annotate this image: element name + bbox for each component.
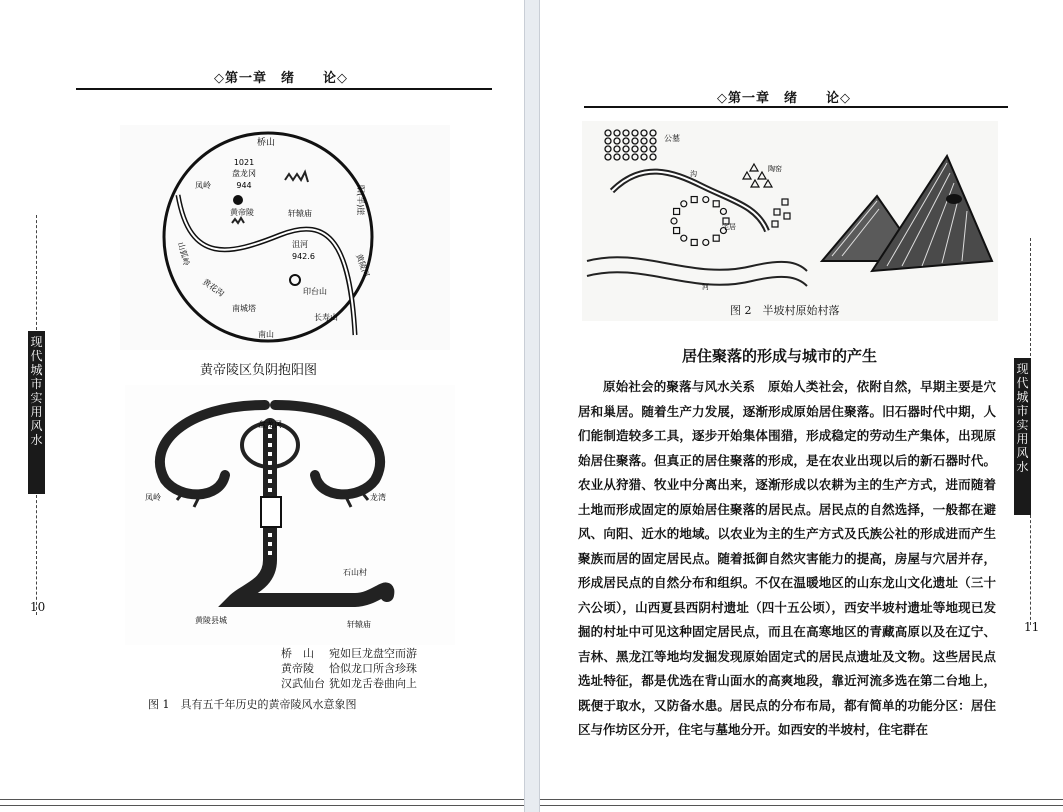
label-nanchengta: 南城塔 xyxy=(232,304,256,313)
side-tab-char: 城 xyxy=(30,363,43,377)
side-tab-char: 风 xyxy=(30,419,43,433)
label-huanghuagou: 黄花沟 xyxy=(200,277,226,299)
poem-line xyxy=(281,661,417,676)
body-paragraph: 原始社会的聚落与风水关系 原始人类社会，依附自然，早期主要是穴居和巢居。随着生产力发展，逐渐形成原始居住聚落。旧石器时代中期，人们能制造较多工具，逐步开始集体围猎，形成稳定的劳动生产集体，出现原始居住聚落。但真正的居住聚落的形成，是在农业出现以后的新石器时代。农业从狩猎、牧业中分离出来，逐渐形成以农耕为主的生产方式，进而随着土地而形成固定的原始居住聚落的居民点。居民点的自然选择，一般都在避风、向阳、近水的地域。以农业为主的生产方式及氏族公社的形成进而产生聚族而居的固定居民点。随着抵御自然灾害能力的提高，房屋与穴居并存，形成居民点的自然分布和组织。不仅在温暖地区的山东龙山文化遗址（三十六公顷），山西夏县西阴村遗址（四十五公顷），西安半坡村遗址等地现已发掘的村址中可见这种固定居民点，而且在高寒地区的青藏高原以及在辽宁、吉林、黑龙江等地均发掘发现原始固定式的居民点遗址及文物。这些居民点选址特征，都是优选在背山面水的高爽地段，靠近河流多选在第二台地上，既便于取水，又防备水患。居民点的分布布局，都有简单的功能分区：居住区与作坊区分开，住宅与墓地分开。如西安的半坡村，住宅群在 xyxy=(578,379,996,737)
label-longwan: 龙湾 xyxy=(370,493,386,502)
figure-caption: 图 1 具有五千年历史的黄帝陵风水意象图 xyxy=(148,698,357,711)
label-zhaiyuan: 宅居 xyxy=(722,223,736,231)
page-number: 11 xyxy=(1024,620,1040,634)
label-qiaoshan: 桥山 xyxy=(256,138,276,148)
left-page xyxy=(0,0,524,812)
side-tab-char: 代 xyxy=(1016,376,1029,390)
poem-place: 汉武仙台 xyxy=(281,677,325,690)
side-tab-char: 现 xyxy=(30,335,43,349)
poem-line xyxy=(281,646,417,661)
page-gutter xyxy=(524,0,540,812)
header-rule xyxy=(584,106,1008,108)
label-tomb: 黄帝陵 xyxy=(230,208,254,217)
margin-dashed-line xyxy=(36,215,37,330)
side-tab-char: 用 xyxy=(1016,432,1029,446)
page-number: 10 xyxy=(30,600,46,614)
side-tab-char: 水 xyxy=(30,433,43,447)
side-tab-char: 现 xyxy=(1016,362,1029,376)
label-shishancun: 石山村 xyxy=(343,568,367,577)
margin-dashed-line xyxy=(1030,238,1031,356)
poem-place: 黄帝陵 xyxy=(281,662,314,675)
poem-block xyxy=(281,646,417,691)
label-nanshan: 南山 xyxy=(258,330,274,339)
label-yintai: 印台山 xyxy=(303,287,327,296)
side-tab-char: 市 xyxy=(30,377,43,391)
label-fengling: 凤岭 xyxy=(195,181,211,190)
label-panlonggang: 盘龙冈 xyxy=(232,169,256,178)
side-tab-char: 市 xyxy=(1016,404,1029,418)
dragon-illustration xyxy=(125,385,455,645)
banpo-village-figure xyxy=(582,121,998,321)
page-header: ◇第一章 绪 论◇ xyxy=(717,91,851,106)
section-title: 居住聚落的形成与城市的产生 xyxy=(682,347,878,365)
side-tab-char: 风 xyxy=(1016,446,1029,460)
poem-line xyxy=(281,676,417,691)
label-right-slope: 阳(半)崖 xyxy=(356,185,365,216)
margin-dashed-line xyxy=(36,495,37,615)
label-right-river: 黄陵河 xyxy=(354,252,371,279)
label-peak-alt2: 944 xyxy=(236,181,252,190)
label-river: 沮河 xyxy=(292,240,308,249)
poem-place: 桥 山 xyxy=(281,647,314,660)
label-temple: 轩辕庙 xyxy=(347,620,371,629)
label-peak-alt: 1021 xyxy=(233,158,255,167)
label-changshou: 长寿山 xyxy=(314,313,338,322)
side-tab xyxy=(28,331,45,494)
page-header: ◇第一章 绪 论◇ xyxy=(214,71,348,86)
label-fengling: 凤岭 xyxy=(145,493,161,502)
figure-title: 黄帝陵区负阴抱阳图 xyxy=(200,363,318,378)
label-huangling-county: 黄陵县城 xyxy=(195,616,227,625)
tomb-marker xyxy=(233,195,243,205)
poem-text: 宛如巨龙盘空而游 xyxy=(329,647,417,660)
header-rule xyxy=(76,88,492,90)
label-he: 河 xyxy=(702,283,709,291)
side-tab-char: 水 xyxy=(1016,460,1029,474)
body-text xyxy=(578,375,996,743)
label-gou: 沟 xyxy=(690,170,697,178)
label-taochang: 陶窑 xyxy=(768,165,782,173)
poem-text: 犹如龙舌卷曲向上 xyxy=(329,677,417,690)
poem-text: 恰似龙口所含珍珠 xyxy=(329,662,417,675)
label-river-alt: 942.6 xyxy=(292,252,315,261)
side-tab-char: 城 xyxy=(1016,390,1029,404)
side-tab-char: 用 xyxy=(30,405,43,419)
label-gongmu: 公墓 xyxy=(664,134,680,143)
margin-dashed-line xyxy=(1030,515,1031,625)
figure-caption: 图 2 半坡村原始村落 xyxy=(730,304,840,317)
hut-opening xyxy=(946,194,962,204)
side-tab-char: 实 xyxy=(30,391,43,405)
side-tab xyxy=(1014,358,1031,515)
page-bottom-rule xyxy=(540,799,1063,806)
huangdi-tomb-map xyxy=(120,125,450,350)
page-bottom-rule xyxy=(0,799,524,806)
side-tab-char: 实 xyxy=(1016,418,1029,432)
map-background xyxy=(120,125,450,350)
label-panlonggang: 盘龙冈 xyxy=(258,420,282,429)
side-tab-char: 代 xyxy=(30,349,43,363)
label-left-ridge: 山狐岭 xyxy=(176,241,191,267)
label-temple: 轩辕庙 xyxy=(288,209,312,218)
dragon-mouth-pearl xyxy=(261,497,281,527)
